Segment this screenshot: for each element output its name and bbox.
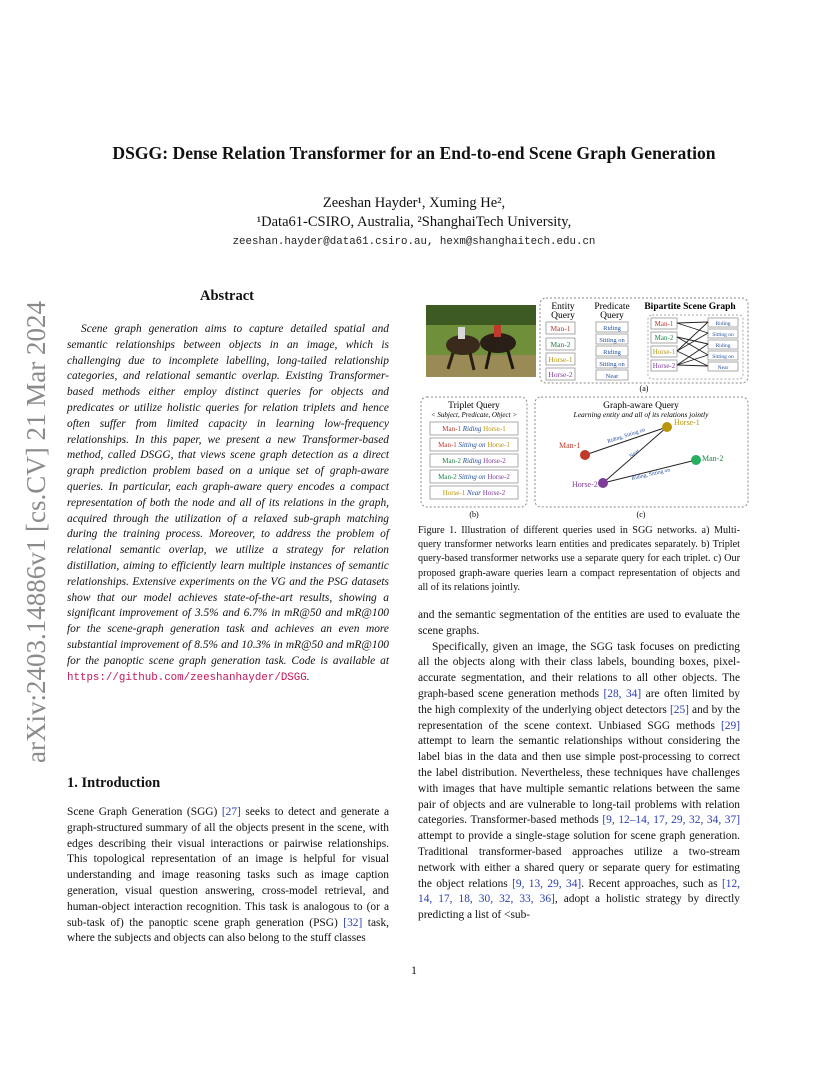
svg-text:Riding: Riding xyxy=(603,325,621,332)
page-number: 1 xyxy=(411,963,417,977)
horse-race-photo xyxy=(426,305,536,377)
svg-text:Man-1: Man-1 xyxy=(550,324,571,333)
authors-names: Zeeshan Hayder¹, Xuming He², xyxy=(322,195,506,211)
triplet-subheader: < Subject, Predicate, Object > xyxy=(430,411,518,419)
svg-text:Riding, Sitting on: Riding, Sitting on xyxy=(606,427,646,445)
intro-text-1: Scene Graph Generation (SGG) xyxy=(67,806,222,818)
bipartite-header: Bipartite Scene Graph xyxy=(644,302,736,312)
svg-text:Near: Near xyxy=(628,448,641,460)
author-emails xyxy=(0,236,828,248)
svg-text:Man-1: Man-1 xyxy=(559,441,581,450)
svg-text:Man-2 Sitting on Horse-2: Man-2 Sitting on Horse-2 xyxy=(438,473,510,481)
svg-text:Horse-1: Horse-1 xyxy=(652,348,676,356)
panel-b-label: (b) xyxy=(469,510,479,519)
figure-1 xyxy=(418,295,750,520)
panel-c-label: (c) xyxy=(636,510,646,519)
panel-a-label: (a) xyxy=(639,384,649,393)
authors-affiliations: ¹Data61-CSIRO, Australia, ²ShanghaiTech University, xyxy=(256,214,572,230)
bipartite-graph xyxy=(648,315,743,379)
arxiv-side-stamp-wrap xyxy=(21,283,57,763)
citation-link[interactable]: [9, 13, 29, 34] xyxy=(512,877,582,890)
svg-text:Horse-1 Near Horse-2: Horse-1 Near Horse-2 xyxy=(442,489,506,497)
citation-link[interactable]: [29] xyxy=(721,719,740,732)
predicate-header-1: Predicate xyxy=(594,302,630,312)
right-paragraph-2: Specifically, given an image, the SGG task focuses on predicting all the objects along with their class labels, bounding boxes, pixel-accurate segmentation, and their relations to all other objects. The graph-based scene generation methods [28, 34] are often limited by the high complexity of the underlying object detectors [25] and by the representation of the scene context. Unbiased SGG methods [29] attempt to learn the semantic relationships without considering the label bias in the data and then use simple post-processing to correct the label distribution. Nevertheless, these techniques have challenges with images that have multiple semantic relations between the same pair of objects and are vulnerable to long-tail problems with relation categories. Transformer-based methods [9, 12–14, 17, 29, 32, 34, 37] attempt to provide a single-stage solution for scene graph generation. Traditional transformer-based approaches utilize a two-stream network with either a shared query or separate query for estimating the object relations [9, 13, 29, 34]. Recent approaches, such as [12, 14, 17, 18, 30, 32, 33, 36], adopt a holistic strategy by directly predicting a list of <sub- xyxy=(418,640,741,922)
predicate-query-boxes xyxy=(596,322,628,380)
citation-link[interactable]: [25] xyxy=(669,703,689,716)
graph-aware-subheader: Learning entity and all of its relations jointly xyxy=(573,410,709,419)
email-1[interactable]: zeeshan.hayder@data61.csiro.au, xyxy=(232,236,434,248)
triplet-boxes xyxy=(430,422,518,499)
svg-text:Sitting on: Sitting on xyxy=(712,332,734,338)
svg-text:Riding: Riding xyxy=(603,349,621,356)
authors-block xyxy=(0,194,828,232)
svg-text:Man-1 Sitting on Horse-1: Man-1 Sitting on Horse-1 xyxy=(438,441,510,449)
citation-link[interactable]: [28, 34] xyxy=(603,687,642,700)
svg-text:Man-2: Man-2 xyxy=(702,454,724,463)
svg-text:Horse-1: Horse-1 xyxy=(548,355,573,364)
svg-text:Horse-2: Horse-2 xyxy=(548,370,573,379)
svg-text:Horse-2: Horse-2 xyxy=(652,362,676,370)
introduction-body xyxy=(67,805,389,947)
email-2[interactable]: hexm@shanghaitech.edu.cn xyxy=(439,236,596,248)
predicate-header-2: Query xyxy=(600,311,624,321)
intro-text-3: task, where the subjects and objects can also belong to the stuff classes xyxy=(67,916,389,945)
citation-link[interactable]: [9, 12–14, 17, 29, 32, 34, 37] xyxy=(602,814,740,827)
citation-link[interactable]: [12, 14, 17, 18, 30, 32, 33, 36] xyxy=(418,877,740,906)
svg-text:Riding: Riding xyxy=(715,343,731,349)
graph-aware-header: Graph-aware Query xyxy=(603,401,679,411)
svg-text:Man-2: Man-2 xyxy=(550,340,571,349)
entity-query-boxes xyxy=(546,322,575,380)
svg-text:Man-1: Man-1 xyxy=(654,320,674,328)
svg-text:Near: Near xyxy=(717,365,729,371)
figure-caption: Figure 1. Illustration of different queries used in SGG networks. a) Multi-query transformer networks learn entities and predicates separately. b) Triplet query-based transformer networks use a separate query for each triplet. c) Our proposed graph-aware queries learn a compact representation of objects and all of its relations jointly. xyxy=(418,525,740,593)
svg-text:Riding, Sitting on: Riding, Sitting on xyxy=(631,467,671,482)
svg-text:Horse-1: Horse-1 xyxy=(674,418,700,427)
entity-header-2: Query xyxy=(551,311,575,321)
entity-header-1: Entity xyxy=(551,302,575,312)
introduction-heading: 1. Introduction xyxy=(67,775,161,791)
right-paragraph-1: and the semantic segmentation of the entities are used to evaluate the scene graphs. xyxy=(418,609,740,637)
triplet-header: Triplet Query xyxy=(448,401,500,411)
abstract-heading: Abstract xyxy=(200,288,254,304)
arxiv-side-stamp: arXiv:2403.14886v1 [cs.CV] 21 Mar 2024 xyxy=(21,301,51,763)
code-link[interactable]: https://github.com/zeeshanhayder/DSGG xyxy=(67,671,307,684)
abstract-text: Scene graph generation aims to capture detailed spatial and semantic relationships between objects in an image, which is challenging due to incomplete labelling, long-tailed relationship categories, and relational semantic overlap. Existing Transformer-based methods either employ distinct queries for objects and predicates or utilize holistic queries for relation triplets and hence often suffer from limited capacity in learning low-frequency relationships. In this paper, we present a new Transformer-based method, called DSGG, that views scene graph detection as a direct graph prediction problem based on a unique set of graph-aware queries. In particular, each graph-aware query encodes a compact representation of both the node and all of its relations in the graph, acquired through the utilization of a relaxed sub-graph matching during the training process. Moreover, to address the problem of relational semantic overlap, we utilize a strategy for relation distillation, aiming to efficiently learn multiple instances of semantic relationships. Extensive experiments on the VG and the PSG datasets show that our model achieves state-of-the-art results, showing a significant improvement of 3.5% and 6.7% in mR@50 and mR@100 for the scene-graph generation task and achieves an even more substantial improvement of 8.5% and 10.3% in mR@50 and mR@100 for the panoptic scene graph generation task. Code is available at xyxy=(67,323,389,667)
right-column-text xyxy=(418,608,740,924)
paper-title: DSGG: Dense Relation Transformer for an End-to-end Scene Graph Generation xyxy=(112,143,716,163)
svg-text:Sitting on: Sitting on xyxy=(712,354,734,360)
svg-text:Near: Near xyxy=(605,373,619,380)
abstract-body: Scene graph generation aims to capture detailed spatial and semantic relationships between objects in an image, which is challenging due to incomplete labelling, long-tailed relationship categories, and relational semantic overlap. Existing Transformer-based methods either employ distinct queries for objects and predicates or utilize holistic queries for relation triplets and hence often suffer from limited capacity in learning low-frequency relationships. In this paper, we present a new Transformer-based method, called DSGG, that views scene graph detection as a direct graph prediction problem based on a unique set of graph-aware queries. In particular, each graph-aware query encodes a compact representation of both the node and all of its relations in the graph, acquired through the utilization of a relaxed sub-graph matching during the training process. Moreover, to address the problem of relational semantic overlap, we utilize a strategy for relation distillation, aiming to efficiently learn multiple instances of semantic relationships. Extensive experiments on the VG and the PSG datasets show that our model achieves state-of-the-art results, showing a significant improvement of 3.5% and 6.7% in mR@50 and mR@100 for the scene-graph generation task and achieves an even more substantial improvement of 8.5% and 10.3% in mR@50 and mR@100 for the panoptic scene graph generation task. Code is available at https://github.com/zeeshanhayder/DSGG. xyxy=(67,323,389,684)
svg-text:Horse-2: Horse-2 xyxy=(572,480,598,489)
svg-text:Sitting on: Sitting on xyxy=(599,337,625,344)
svg-text:Riding: Riding xyxy=(715,321,731,327)
graph-aware-diagram xyxy=(559,418,723,489)
svg-text:Sitting on: Sitting on xyxy=(599,361,625,368)
citation-link[interactable]: [32] xyxy=(343,916,363,929)
svg-text:Man-2 Riding Horse-2: Man-2 Riding Horse-2 xyxy=(442,457,506,465)
citation-link[interactable]: [27] xyxy=(221,806,241,818)
svg-text:Man-2: Man-2 xyxy=(654,334,674,342)
intro-text-2: seeks to detect and generate a graph-structured summary of all the objects present in the scene, with edges describing their visual interactions or pairwise relationships. This topological representation of an image is helpful for visual understanding and image reasoning tasks such as image caption generation, visual question answering, cross-model retrieval, and human-object interaction recognition. This task is analogous to (or a sub-task of) the panoptic scene graph generation (PSG) xyxy=(67,806,389,929)
svg-text:Man-1 Riding Horse-1: Man-1 Riding Horse-1 xyxy=(442,425,506,433)
